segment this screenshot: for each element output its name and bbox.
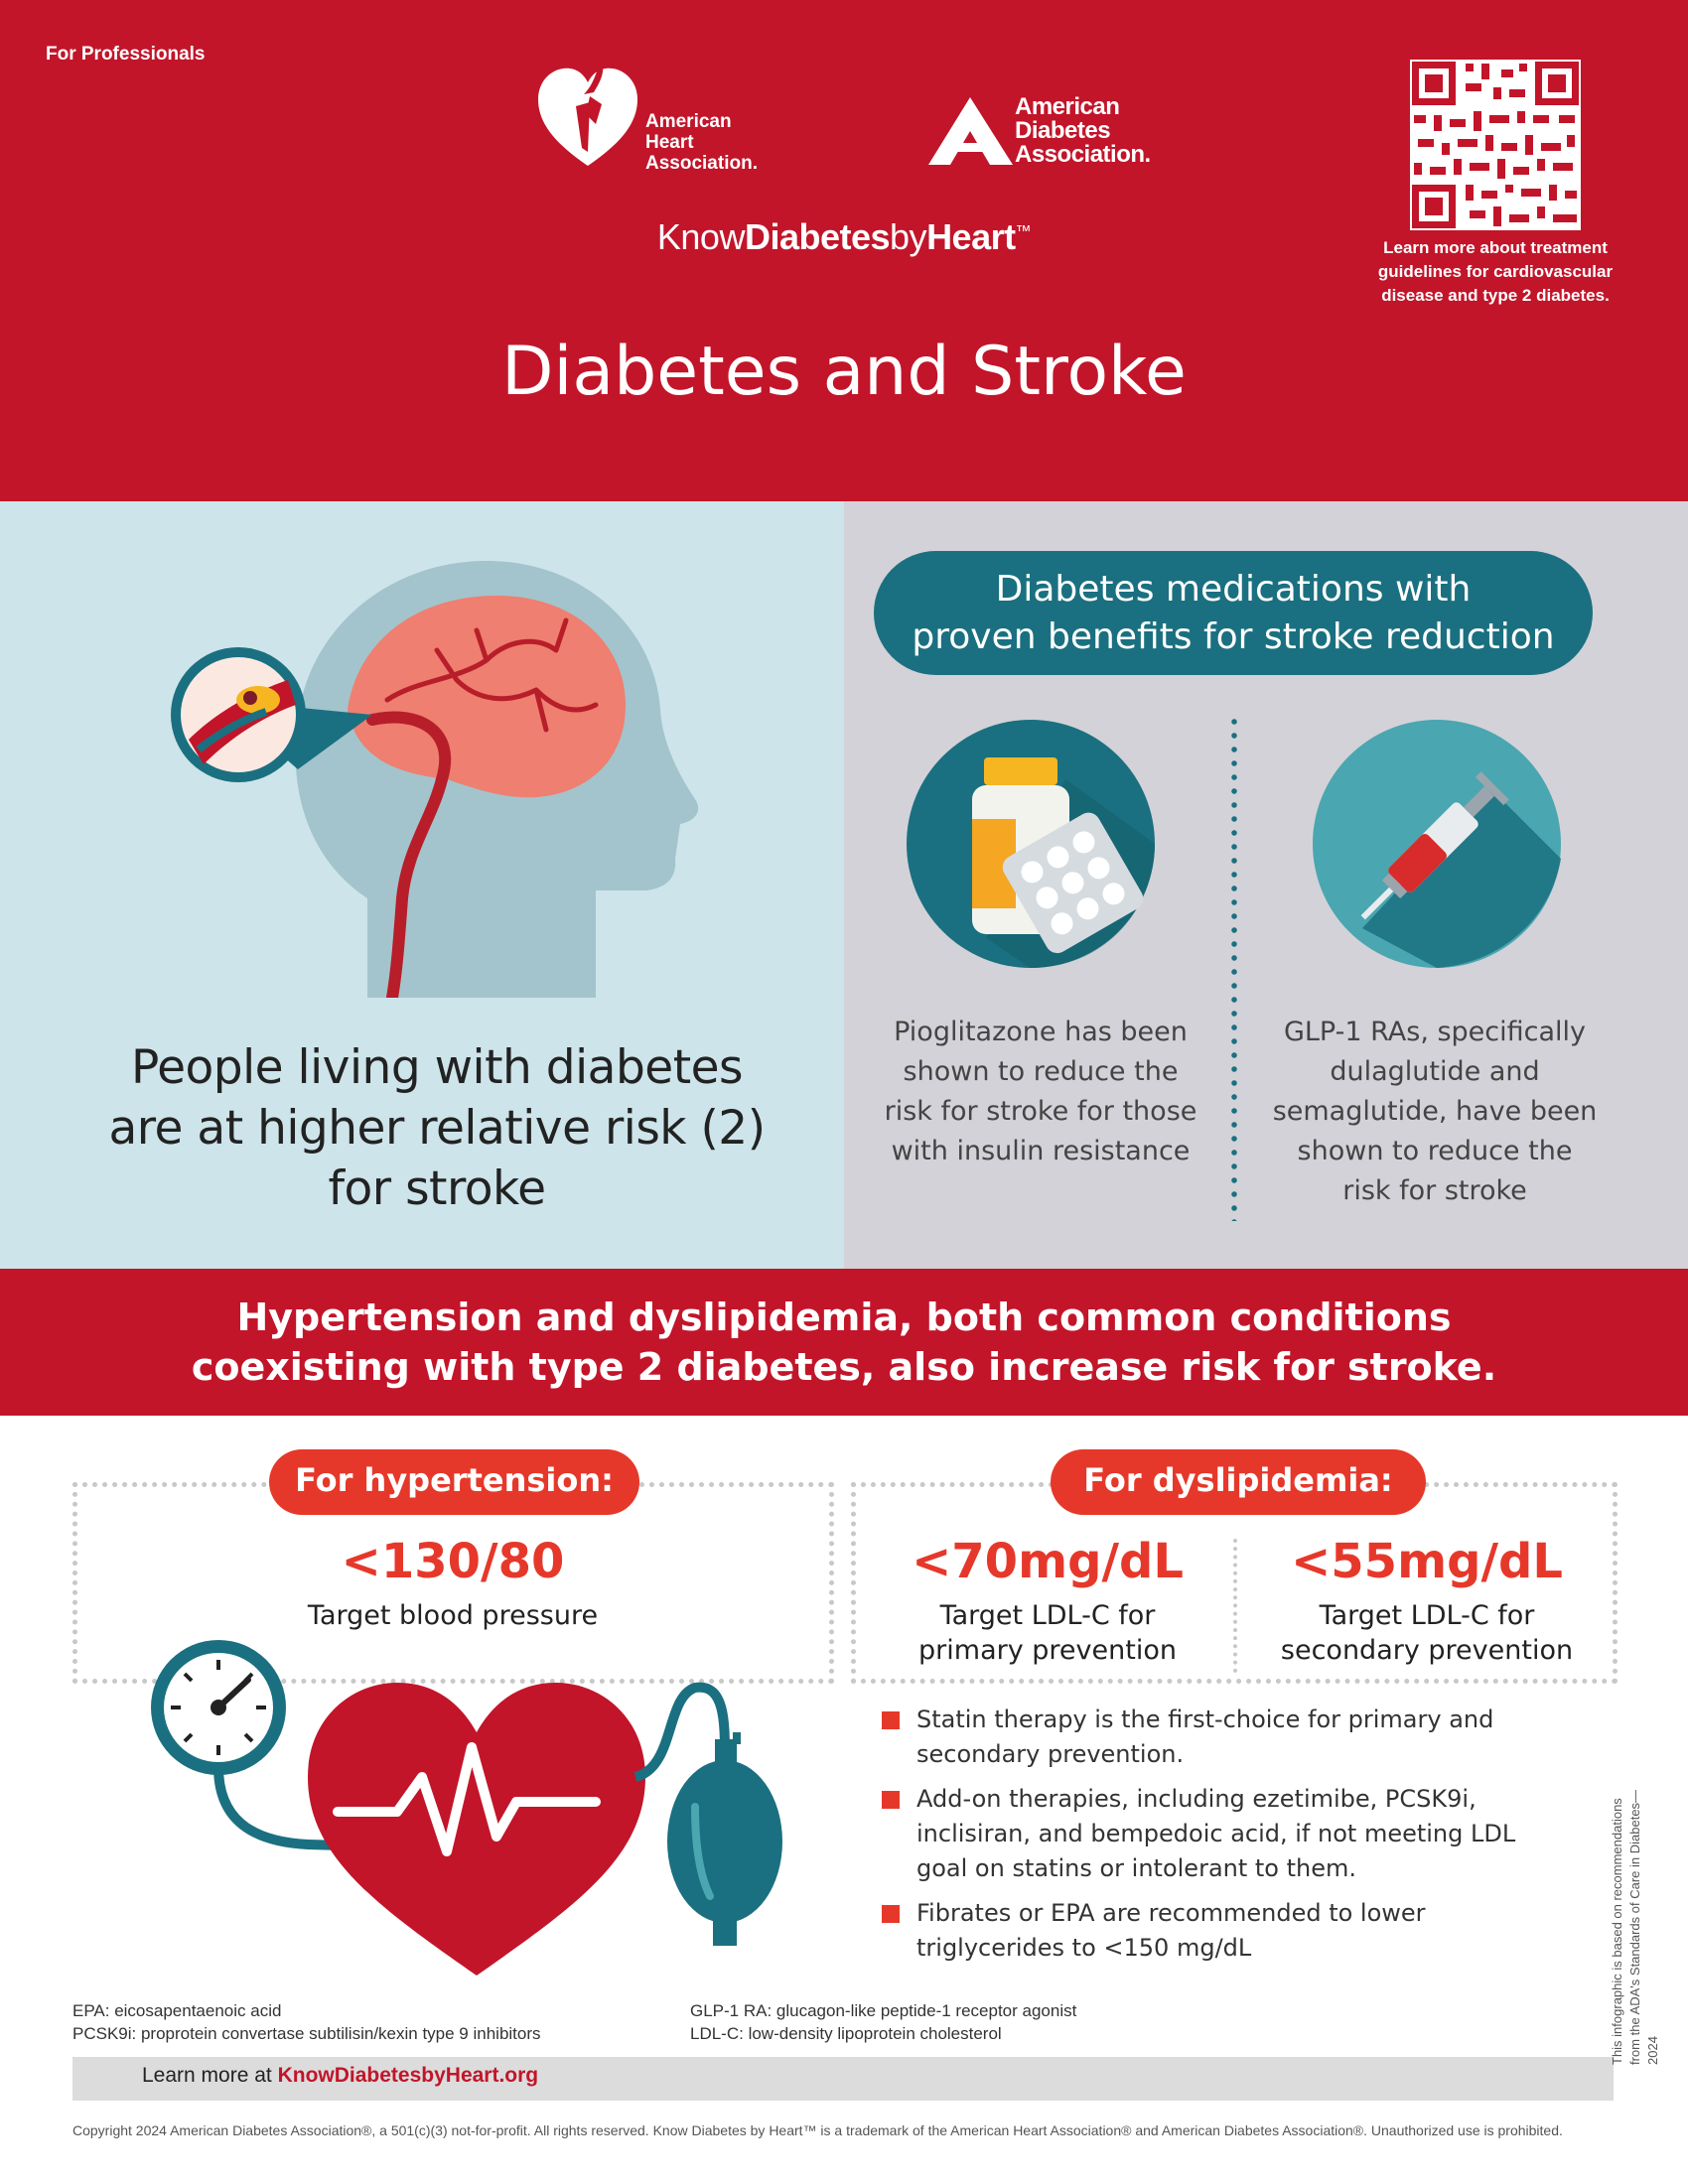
ldl-primary-label — [874, 1598, 1221, 1668]
source-note-line1: This infographic is based on recommendations — [1610, 1798, 1624, 2065]
head-brain-illustration — [159, 541, 715, 998]
bullet-square-icon — [882, 1791, 900, 1809]
blood-pressure-heart-illustration — [139, 1628, 794, 1985]
hypertension-label: For hypertension: — [269, 1449, 639, 1515]
medications-heading — [874, 551, 1593, 675]
abbr-epa: EPA: eicosapentaenoic acid — [72, 2001, 282, 2020]
ldl-secondary-label-line1: Target LDL-C for — [1319, 1600, 1535, 1631]
dyslipidemia-bullets — [882, 1703, 1517, 1976]
ldl-primary-label-line2: primary prevention — [918, 1635, 1177, 1666]
ldl-primary-label-line1: Target LDL-C for — [939, 1600, 1156, 1631]
campaign-wordmark: KnowDiabetesbyHeart™ — [656, 216, 1032, 257]
qr-code[interactable] — [1410, 60, 1581, 230]
syringe-icon — [1313, 720, 1561, 968]
bullet-text: Fibrates or EPA are recommended to lower triglycerides to <150 mg/dL — [916, 1899, 1426, 1962]
ldl-primary-value: <70mg/dL — [912, 1534, 1184, 1589]
dyslipidemia-divider — [1233, 1539, 1237, 1673]
aha-torch-heart-logo — [536, 55, 640, 169]
bullet-text: Statin therapy is the first-choice for primary and secondary prevention. — [916, 1706, 1494, 1768]
ada-triangle-logo — [928, 97, 1013, 165]
qr-caption: Learn more about treatment guidelines for cardiovascular disease and type 2 diabetes. — [1377, 238, 1614, 305]
pill-bottle-icon — [907, 720, 1155, 968]
copyright-notice: Copyright 2024 American Diabetes Association®, a 501(c)(3) not-for-profit. All rights reserved. Know Diabetes by Heart™ is a trademark of the American Heart Association® and American Diabetes Association®. Unauthorized use is prohibited. — [72, 2122, 1563, 2138]
learn-more-text: Learn more at KnowDiabetesbyHeart.org — [142, 2064, 539, 2087]
medications-heading-line2: proven benefits for stroke reduction — [912, 615, 1555, 657]
glp1-caption: GLP-1 RAs, specifically dulaglutide and semaglutide, have been shown to reduce the risk for stroke — [1272, 1017, 1598, 1206]
ldl-secondary-value: <55mg/dL — [1291, 1534, 1563, 1589]
page-title: Diabetes and Stroke — [501, 333, 1187, 411]
pioglitazone-caption: Pioglitazone has been shown to reduce the risk for stroke for those with insulin resistance — [884, 1017, 1197, 1166]
ldl-secondary-label-line2: secondary prevention — [1280, 1635, 1574, 1666]
abbr-glp1: GLP-1 RA: glucagon-like peptide-1 receptor agonist — [690, 2001, 1077, 2020]
bullet-text: Add-on therapies, including ezetimibe, PCSK9i, inclisiran, and bempedoic acid, if not meeting LDL goal on statins or intolerant to them. — [916, 1785, 1516, 1882]
banner-line2: coexisting with type 2 diabetes, also increase risk for stroke. — [191, 1345, 1497, 1389]
medications-heading-line1: Diabetes medications with — [995, 568, 1472, 610]
abbreviations-left — [72, 1999, 668, 2045]
source-note-line2: from the ADA's Standards of Care in Diabetes—2024 — [1627, 1789, 1660, 2065]
dyslipidemia-label: For dyslipidemia: — [1051, 1449, 1426, 1515]
bullet-square-icon — [882, 1905, 900, 1923]
list-item — [882, 1703, 1517, 1772]
bp-target-label: Target blood pressure — [307, 1600, 599, 1631]
ldl-secondary-label — [1253, 1598, 1601, 1668]
aha-name: American Heart Association. — [645, 111, 758, 174]
website-link[interactable]: KnowDiabetesbyHeart.org — [277, 2064, 539, 2087]
source-note — [1609, 1787, 1662, 2065]
abbr-ldlc: LDL-C: low-density lipoprotein cholesterol — [690, 2024, 1002, 2043]
risk-statement: People living with diabetes are at higher relative risk (2) for stroke — [108, 1040, 766, 1216]
comorbidity-banner — [0, 1269, 1688, 1416]
medications-divider — [1231, 715, 1237, 1221]
audience-label: For Professionals — [46, 44, 206, 65]
ada-name: American Diabetes Association. — [1015, 93, 1151, 168]
bp-target-value: <130/80 — [341, 1534, 565, 1589]
abbr-pcsk9i: PCSK9i: proprotein convertase subtilisin/kexin type 9 inhibitors — [72, 2024, 541, 2043]
banner-line1: Hypertension and dyslipidemia, both common conditions — [236, 1296, 1452, 1339]
bullet-square-icon — [882, 1711, 900, 1729]
list-item — [882, 1896, 1517, 1966]
list-item — [882, 1782, 1517, 1886]
abbreviations-right — [690, 1999, 1286, 2045]
